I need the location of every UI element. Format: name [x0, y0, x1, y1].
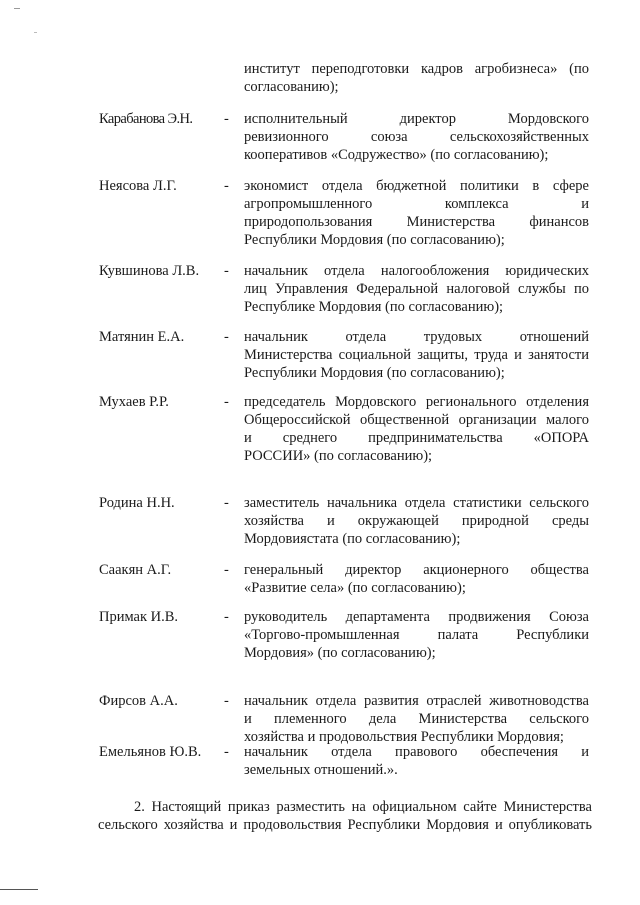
closing-paragraph	[98, 798, 592, 834]
member-dash: -	[224, 609, 229, 625]
text-line: ревизионного союза сельскохозяйственных	[244, 129, 589, 145]
text-line: начальник отдела правового обеспечения и	[244, 744, 589, 760]
text-line: «Торгово-промышленная палата Республики	[244, 627, 589, 643]
member-role	[244, 561, 589, 597]
text-line: 2. Настоящий приказ разместить на официальном сайте Министерства	[134, 799, 592, 815]
text-line: хозяйства и продовольствия Республики Мордовия;	[244, 729, 564, 745]
member-dash: -	[224, 178, 229, 194]
text-line: хозяйства и окружающей природной среды	[244, 513, 589, 529]
member-role	[244, 393, 589, 465]
text-line: генеральный директор акционерного общества	[244, 562, 589, 578]
member-name: Примак И.В.	[99, 609, 179, 625]
text-line: Республике Мордовия (по согласованию);	[244, 299, 504, 315]
member-role	[244, 692, 589, 746]
member-role	[244, 110, 589, 164]
member-name: Мухаев Р.Р.	[99, 394, 169, 410]
text-line: и племенного дела Министерства сельского	[244, 711, 589, 727]
member-dash: -	[224, 263, 229, 279]
text-line: начальник отдела развития отраслей животноводства	[244, 693, 589, 709]
member-dash: -	[224, 562, 229, 578]
text-line: экономист отдела бюджетной политики в сфере	[244, 178, 589, 194]
text-line: Общероссийской общественной организации малого	[244, 412, 589, 428]
text-line: исполнительный директор Мордовского	[244, 111, 589, 127]
text-line: председатель Мордовского регионального отделения	[244, 394, 589, 410]
text-line: институт переподготовки кадров агробизнеса» (по	[244, 61, 589, 77]
text-line: начальник отдела трудовых отношений	[244, 329, 589, 345]
intro-text	[244, 60, 589, 96]
footer-rule	[0, 889, 38, 890]
member-name: Фирсов А.А.	[99, 693, 178, 709]
scan-mark	[14, 8, 20, 9]
member-dash: -	[224, 693, 229, 709]
text-line: «Развитие села» (по согласованию);	[244, 580, 466, 596]
member-role	[244, 608, 589, 662]
text-line: начальник отдела налогообложения юридических	[244, 263, 589, 279]
text-line: Республики Мордовия (по согласованию);	[244, 365, 505, 381]
member-name: Саакян А.Г.	[99, 562, 172, 578]
text-line: заместитель начальника отдела статистики сельского	[244, 495, 589, 511]
member-name: Кувшинова Л.В.	[99, 263, 200, 279]
member-name: Карабанова Э.Н.	[99, 111, 193, 127]
text-line: Министерства социальной защиты, труда и занятости	[244, 347, 589, 363]
member-role	[244, 743, 589, 779]
member-dash: -	[224, 394, 229, 410]
member-role	[244, 262, 589, 316]
scan-mark	[34, 32, 37, 33]
member-name: Матянин Е.А.	[99, 329, 185, 345]
text-line: природопользования Министерства финансов	[244, 214, 589, 230]
member-name: Емельянов Ю.В.	[99, 744, 202, 760]
text-line: Мордовиястата (по согласованию);	[244, 531, 461, 547]
member-dash: -	[224, 744, 229, 760]
text-line: РОССИИ» (по согласованию);	[244, 448, 433, 464]
text-line: лиц Управления Федеральной налоговой службы по	[244, 281, 589, 297]
text-line: Республики Мордовия (по согласованию);	[244, 232, 505, 248]
text-line: руководитель департамента продвижения Союза	[244, 609, 589, 625]
member-dash: -	[224, 111, 229, 127]
member-name: Родина Н.Н.	[99, 495, 175, 511]
member-name: Неясова Л.Г.	[99, 178, 177, 194]
member-role	[244, 494, 589, 548]
text-line: и среднего предпринимательства «ОПОРА	[244, 430, 589, 446]
member-role	[244, 328, 589, 382]
text-line: Мордовия» (по согласованию);	[244, 645, 436, 661]
text-line: кооперативов «Содружество» (по согласованию);	[244, 147, 549, 163]
text-line: агропромышленного комплекса и	[244, 196, 589, 212]
member-role	[244, 177, 589, 249]
member-dash: -	[224, 329, 229, 345]
text-line: сельского хозяйства и продовольствия Республики Мордовия и опубликовать	[98, 817, 592, 833]
member-dash: -	[224, 495, 229, 511]
text-line: согласованию);	[244, 79, 339, 95]
text-line: земельных отношений.».	[244, 762, 398, 778]
